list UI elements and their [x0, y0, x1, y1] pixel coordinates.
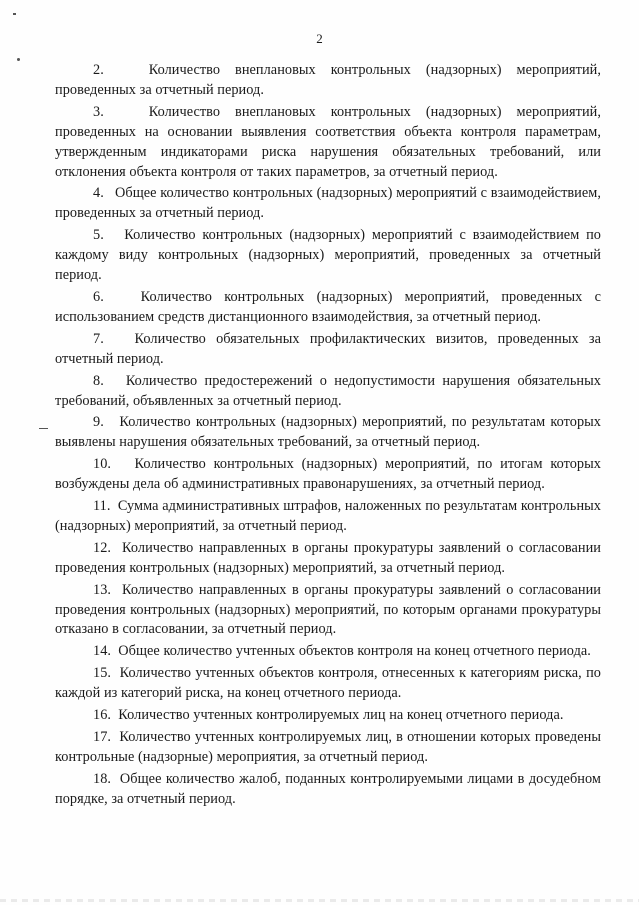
item-text: Количество контрольных (надзорных) мероприятий, проведенных с использованием средств дистанционного взаимодействия, за отчетный период.	[55, 288, 601, 325]
list-item	[55, 706, 601, 726]
item-number: 13.	[93, 581, 112, 598]
item-text: Количество учтенных контролируемых лиц, в отношении которых проведены контрольные (надзорные) мероприятия, за отчетный период.	[55, 729, 601, 765]
list-item	[55, 728, 601, 768]
scan-speck	[39, 428, 48, 429]
scan-edge-noise	[0, 899, 639, 902]
list-item	[55, 288, 601, 328]
item-number: 17.	[93, 729, 112, 745]
item-text: Количество предостережений о недопустимости нарушения обязательных требований, объявленных за отчетный период.	[55, 372, 601, 409]
list-item	[55, 664, 601, 704]
item-number: 8.	[93, 372, 104, 389]
item-number: 10.	[93, 456, 112, 473]
item-number: 9.	[93, 414, 104, 431]
item-number: 11.	[93, 498, 111, 515]
item-text: Общее количество контрольных (надзорных) мероприятий с взаимодействием, проведенных за отчетный период.	[55, 185, 601, 222]
list-item	[55, 184, 601, 224]
list-item	[55, 642, 601, 662]
list-item	[55, 581, 601, 641]
item-text: Количество направленных в органы прокуратуры заявлений о согласовании проведения контрольных (надзорных) мероприятий, по которым органами прокуратуры отказано в согласовании, за отчетный период.	[55, 581, 601, 638]
item-number: 18.	[93, 770, 112, 787]
list-item	[55, 539, 601, 579]
list-item	[55, 330, 601, 370]
item-text: Количество обязательных профилактических визитов, проведенных за отчетный период.	[55, 330, 601, 367]
list-item	[55, 372, 601, 412]
list-item	[55, 413, 601, 453]
list-item	[55, 103, 601, 183]
list-item	[55, 455, 601, 495]
item-number: 6.	[93, 288, 104, 305]
item-text: Количество контрольных (надзорных) мероприятий с взаимодействием по каждому виду контрольных (надзорных) мероприятий, проведенных за отчетный период.	[55, 227, 601, 284]
scan-speck	[17, 58, 20, 61]
list-item	[55, 61, 601, 101]
item-text: Общее количество жалоб, поданных контролируемыми лицами в досудебном порядке, за отчетный период.	[55, 770, 601, 807]
item-text: Количество контрольных (надзорных) мероприятий, по результатам которых выявлены нарушения обязательных требований, за отчетный период.	[55, 414, 602, 451]
item-number: 7.	[93, 330, 104, 347]
item-number: 3.	[93, 103, 104, 120]
scan-speck	[13, 13, 16, 15]
list-item	[55, 497, 601, 537]
list-item	[55, 770, 601, 810]
item-number: 12.	[93, 539, 112, 556]
numbered-list	[55, 61, 601, 812]
item-text: Сумма административных штрафов, наложенных по результатам контрольных (надзорных) мероприятий, за отчетный период.	[55, 498, 602, 534]
item-number: 16.	[93, 707, 112, 724]
item-number: 4.	[93, 185, 104, 202]
item-number: 14.	[93, 643, 112, 660]
item-text: Количество направленных в органы прокуратуры заявлений о согласовании проведения контрольных (надзорных) мероприятий, за отчетный период.	[55, 539, 601, 576]
item-text: Общее количество учтенных объектов контроля на конец отчетного периода.	[118, 643, 591, 660]
item-text: Количество внеплановых контрольных (надзорных) мероприятий, проведенных на основании выявления соответствия объекта контроля параметрам, утвержденным индикаторами риска нарушения обязательных требований, или отклонения объекта контроля от таких параметров, за отчетный период.	[55, 103, 602, 180]
page-number: 2	[316, 31, 323, 46]
item-number: 2.	[93, 62, 104, 78]
list-item	[55, 226, 601, 286]
item-text: Количество учтенных контролируемых лиц на конец отчетного периода.	[118, 707, 564, 724]
item-text: Количество учтенных объектов контроля, отнесенных к категориям риска, по каждой из категорий риска, на конец отчетного периода.	[55, 665, 602, 702]
item-number: 5.	[93, 227, 104, 244]
item-text: Количество контрольных (надзорных) мероприятий, по итогам которых возбуждены дела об административных правонарушениях, за отчетный период.	[55, 456, 601, 493]
item-number: 15.	[93, 665, 112, 682]
item-text: Количество внеплановых контрольных (надзорных) мероприятий, проведенных за отчетный период.	[55, 62, 602, 98]
